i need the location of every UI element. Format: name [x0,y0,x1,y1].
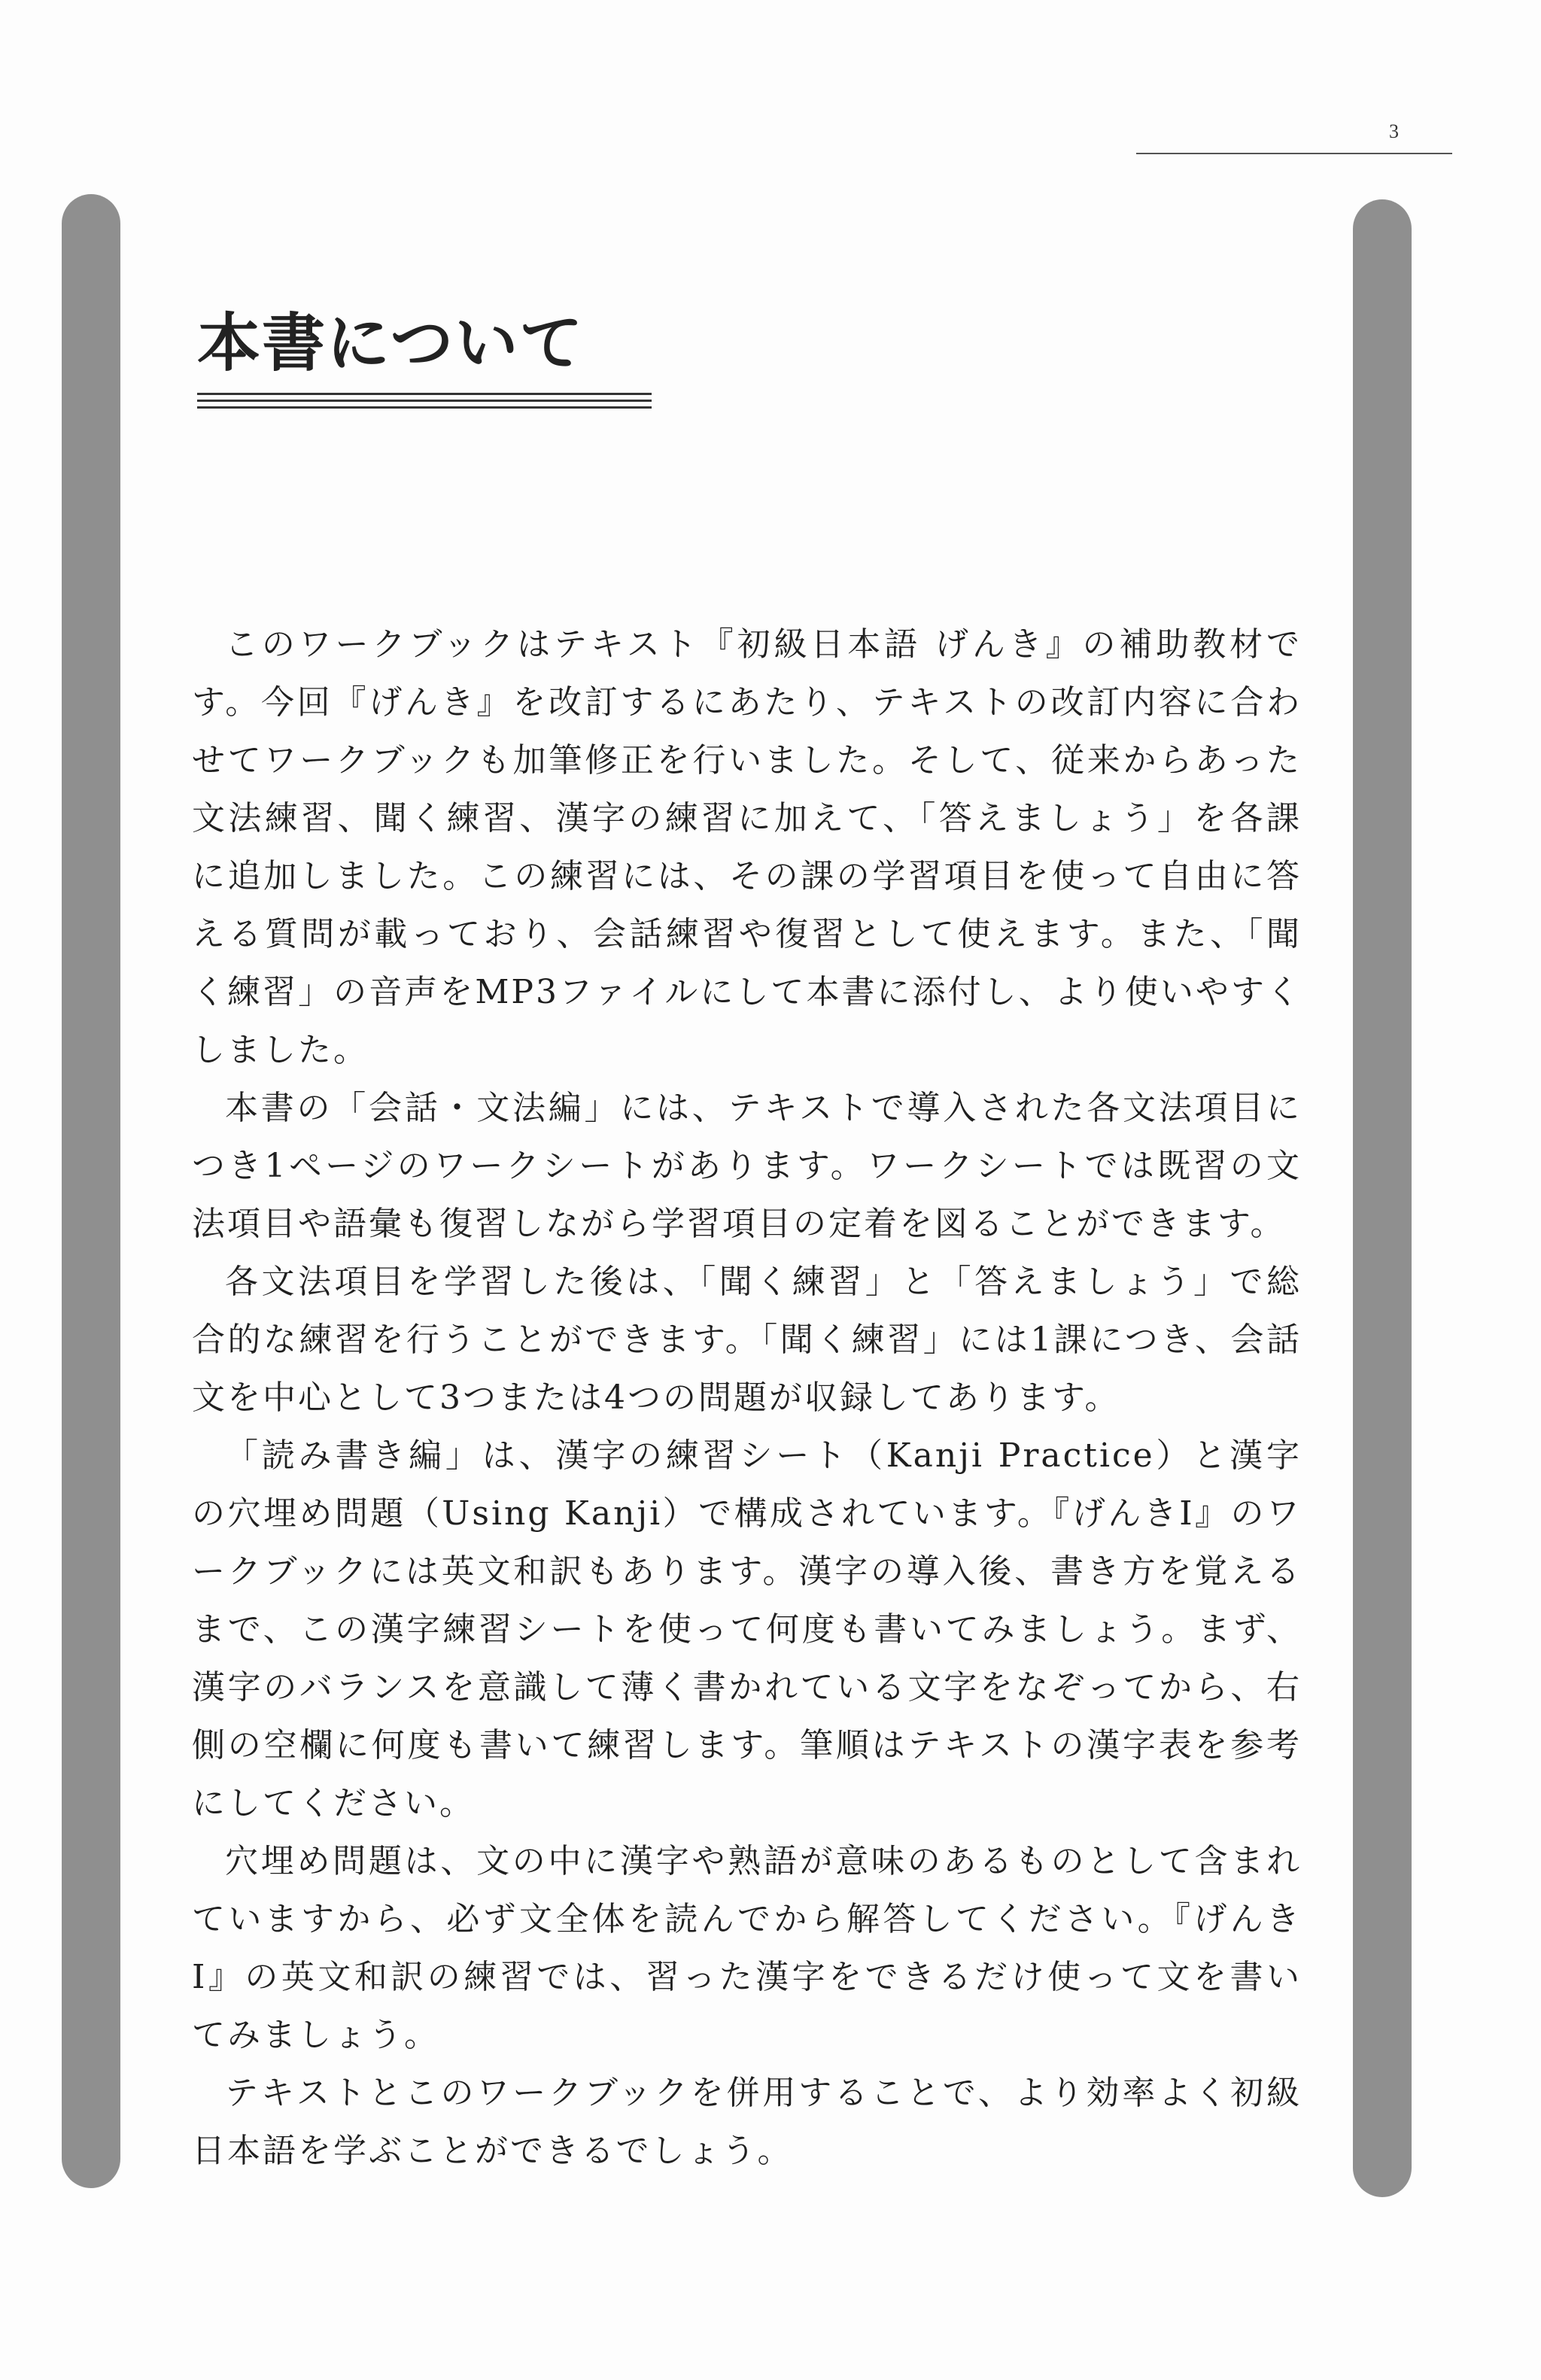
right-side-bar [1353,199,1412,2197]
page-number: 3 [1389,120,1399,142]
title-underline [197,400,652,402]
left-side-bar [62,194,120,2188]
title-underline [197,406,652,409]
paragraph: 各文法項目を学習した後は、「聞く練習」と「答えましょう」で総合的な練習を行うことができます。「聞く練習」には1課につき、会話文を中心として3つまたは4つの問題が収録してあります。 [192,1263,1302,1417]
title-underline [197,393,652,395]
page-title: 本書について [197,306,585,380]
paragraph: このワークブックはテキスト『初級日本語 げんき』の補助教材です。今回『げんき』を改訂するにあたり、テキストの改訂内容に合わせてワークブックも加筆修正を行いました。そして、従来からあった文法練習、聞く練習、漢字の練習に加えて、「答えましょう」を各課に追加しました。この練習には、その課の学習項目を使って自由に答える質問が載っており、会話練習や復習として使えます。また、「聞く練習」の音声をMP3ファイルにして本書に添付し、より使いやすくしました。 [192,625,1302,1069]
paragraph: 穴埋め問題は、文の中に漢字や熟語が意味のあるものとして含まれていますから、必ず文全体を読んでから解答してください。『げんきⅠ』の英文和訳の練習では、習った漢字をできるだけ使って文を書いてみましょう。 [192,1842,1302,2054]
paragraph: 「読み書き編」は、漢字の練習シート（Kanji Practice）と漢字の穴埋め問題（Using Kanji）で構成されています。『げんきⅠ』のワークブックには英文和訳もあります。漢字の導入後、書き方を覚えるまで、この漢字練習シートを使って何度も書いてみましょう。まず、漢字のバランスを意識して薄く書かれている文字をなぞってから、右側の空欄に何度も書いて練習します。筆順はテキストの漢字表を参考にしてください。 [192,1436,1302,1822]
paragraph: テキストとこのワークブックを併用することで、より効率よく初級日本語を学ぶことができるでしょう。 [192,2074,1302,2170]
page-number-rule [1136,153,1452,154]
title-block [197,306,585,380]
body-text [192,616,1302,2180]
paragraph: 本書の「会話・文法編」には、テキストで導入された各文法項目につき1ページのワークシートがあります。ワークシートでは既習の文法項目や語彙も復習しながら学習項目の定着を図ることができます。 [192,1089,1302,1243]
